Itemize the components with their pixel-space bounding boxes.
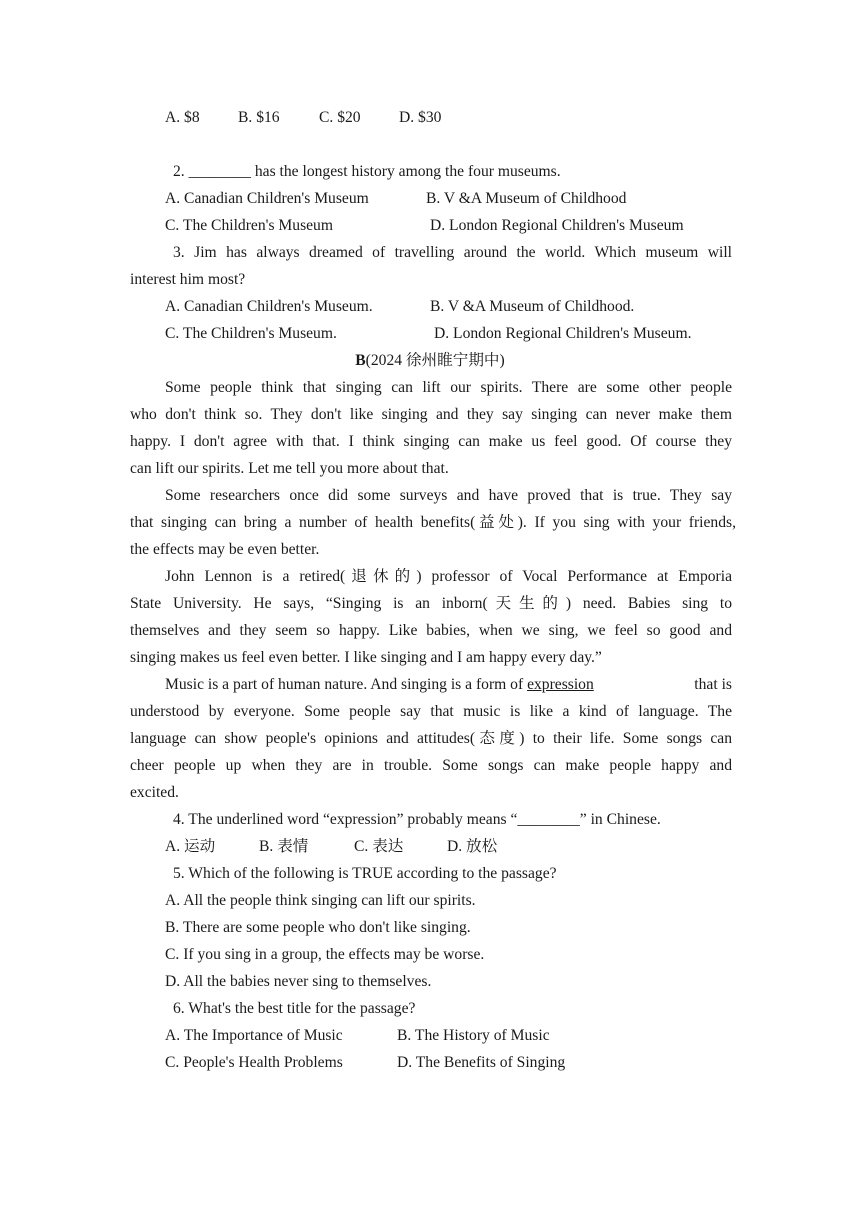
passage-p3-line-4: singing makes us feel even better. I like singing and I am happy every day.” <box>130 649 602 666</box>
q6-option-c: C. People's Health Problems <box>165 1054 343 1071</box>
q2-option-a: A. Canadian Children's Museum <box>165 190 369 207</box>
p4-text-post: that is <box>690 676 732 693</box>
q4-option-b: B. 表情 <box>259 838 309 855</box>
q3-option-c: C. The Children's Museum. <box>165 325 337 342</box>
q1-option-d: D. $30 <box>399 109 442 126</box>
passage-p2-line-3: the effects may be even better. <box>130 541 320 558</box>
q2-stem: 2. ________ has the longest history among the four museums. <box>173 163 561 180</box>
passage-p3-line-3: themselves and they seem so happy. Like babies, when we sing, we feel so good and <box>130 622 732 639</box>
q3-stem-line-1: 3. Jim has always dreamed of travelling around the world. Which museum will <box>173 244 732 261</box>
passage-p1-line-3: happy. I don't agree with that. I think singing can make us feel good. Of course they <box>130 433 732 450</box>
q2-option-b: B. V &A Museum of Childhood <box>426 190 627 207</box>
passage-p4-line-3: language can show people's opinions and attitudes(态度) to their life. Some songs can <box>130 730 732 747</box>
q6-option-a: A. The Importance of Music <box>165 1027 343 1044</box>
passage-p1-line-2: who don't think so. They don't like singing and they say singing can never make them <box>130 406 732 423</box>
q4-option-c: C. 表达 <box>354 838 404 855</box>
q4-stem: 4. The underlined word “expression” probably means “________” in Chinese. <box>173 811 661 828</box>
passage-p2-line-1: Some researchers once did some surveys and have proved that is true. They say <box>165 487 732 504</box>
q6-option-d: D. The Benefits of Singing <box>397 1054 566 1071</box>
q5-option-d: D. All the babies never sing to themselves. <box>165 973 432 990</box>
q4-option-d: D. 放松 <box>447 838 498 855</box>
q3-stem-line-2: interest him most? <box>130 271 246 288</box>
passage-p4-line-4: cheer people up when they are in trouble. Some songs can make people happy and <box>130 757 732 774</box>
q6-option-b: B. The History of Music <box>397 1027 550 1044</box>
passage-p4-line-5: excited. <box>130 784 179 801</box>
q6-stem: 6. What's the best title for the passage? <box>173 1000 416 1017</box>
passage-p3-line-1: John Lennon is a retired(退休的) professor of Vocal Performance at Emporia <box>165 568 732 585</box>
underlined-word-expression: expression <box>527 676 594 693</box>
section-letter: B <box>355 352 366 369</box>
q5-stem: 5. Which of the following is TRUE according to the passage? <box>173 865 557 882</box>
q5-option-c: C. If you sing in a group, the effects may be worse. <box>165 946 485 963</box>
q1-option-c: C. $20 <box>319 109 361 126</box>
q2-option-c: C. The Children's Museum <box>165 217 333 234</box>
q5-option-a: A. All the people think singing can lift our spirits. <box>165 892 476 909</box>
q5-option-b: B. There are some people who don't like singing. <box>165 919 471 936</box>
q1-option-a: A. $8 <box>165 109 200 126</box>
p4-text-pre: Music is a part of human nature. And singing is a form of <box>165 676 528 693</box>
q3-option-d: D. London Regional Children's Museum. <box>434 325 692 342</box>
passage-p3-line-2: State University. He says, “Singing is an inborn(天生的) need. Babies sing to <box>130 595 732 612</box>
section-source: (2024 徐州睢宁期中) <box>365 352 505 369</box>
passage-p4-line-2: understood by everyone. Some people say that music is like a kind of language. The <box>130 703 732 720</box>
q4-option-a: A. 运动 <box>165 838 216 855</box>
q3-option-a: A. Canadian Children's Museum. <box>165 298 373 315</box>
section-heading <box>0 351 860 371</box>
passage-p1-line-4: can lift our spirits. Let me tell you more about that. <box>130 460 449 477</box>
passage-p4-line-1 <box>165 675 732 695</box>
passage-p2-line-2: that singing can bring a number of health benefits(益处). If you sing with your friends, <box>130 514 736 531</box>
q3-option-b: B. V &A Museum of Childhood. <box>430 298 635 315</box>
passage-p1-line-1: Some people think that singing can lift our spirits. There are some other people <box>165 379 732 396</box>
q1-option-b: B. $16 <box>238 109 280 126</box>
q2-option-d: D. London Regional Children's Museum <box>430 217 684 234</box>
